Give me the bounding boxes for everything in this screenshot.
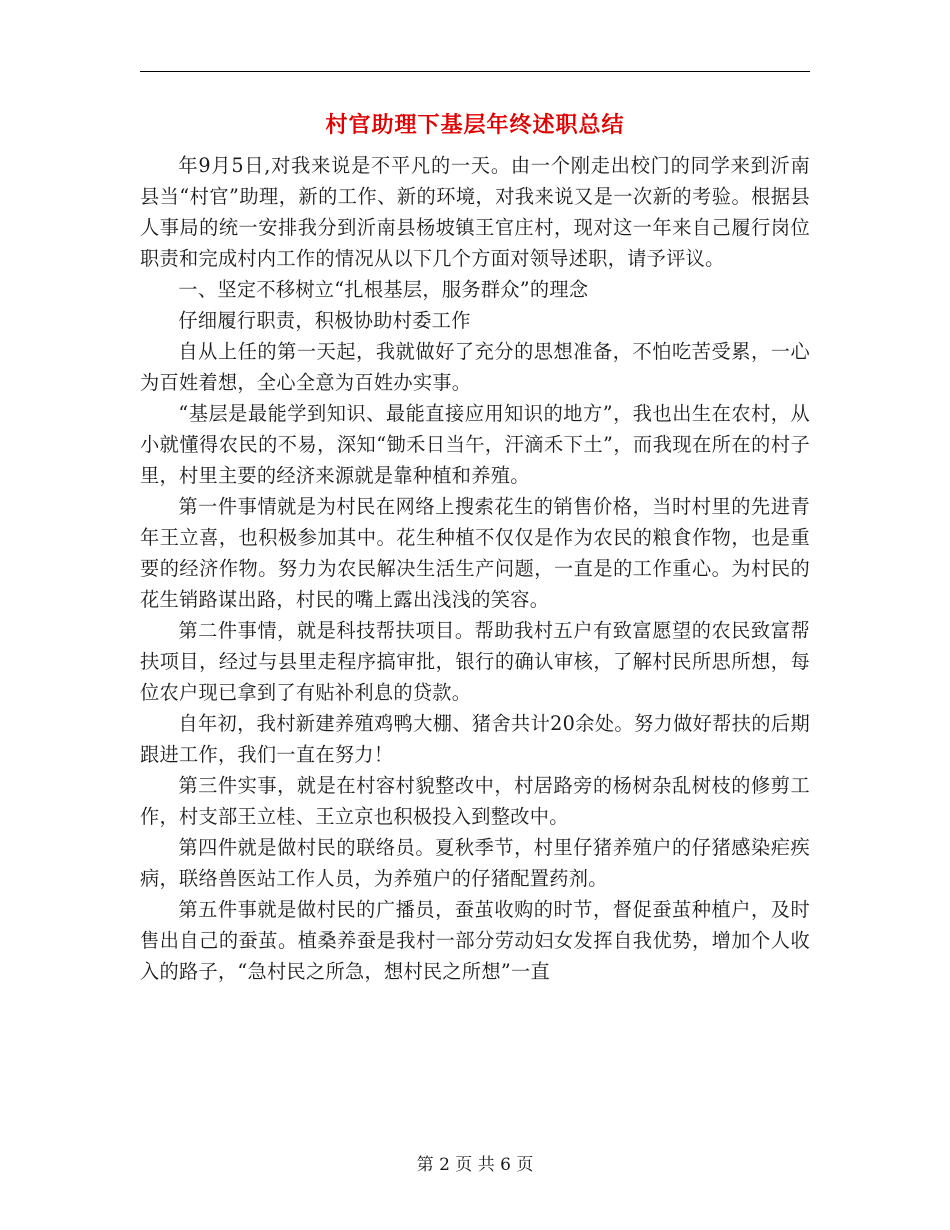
subsection-heading: 仔细履行职责，积极协助村委工作: [178, 309, 471, 332]
document-title: 村官助理下基层年终述职总结: [325, 112, 625, 138]
paragraph: 年9月5日,对我来说是不平凡的一天。由一个刚走出校门的同学来到沂南县当“村官”助理，新的工作、新的环境，对我来说又是一次新的考验。根据县人事局的统一安排我分到沂南县杨坡镇王官庄村，现对这一年来自己履行岗位职责和完成村内工作的情况从以下几个方面对领导述职，请予评议。: [140, 154, 810, 270]
section-heading: 一、坚定不移树立“扎根基层，服务群众”的理念: [178, 278, 589, 301]
page-number-footer: 第 2 页 共 6 页: [416, 1155, 534, 1175]
paragraph: 第一件事情就是为村民在网络上搜索花生的销售价格，当时村里的先进青年王立喜，也积极参加其中。花生种植不仅仅是作为农民的粮食作物，也是重要的经济作物。努力为农民解决生活生产问题，一直是的工作重心。为村民的花生销路谋出路，村民的嘴上露出浅浅的笑容。: [140, 495, 810, 611]
paragraph: 第四件就是做村民的联络员。夏秋季节，村里仔猪养殖户的仔猪感染疟疾病，联络兽医站工作人员，为养殖户的仔猪配置药剂。: [140, 836, 810, 890]
header-rule: [140, 71, 810, 72]
paragraph: 第五件事就是做村民的广播员，蚕茧收购的时节，督促蚕茧种植户，及时售出自己的蚕茧。植桑养蚕是我村一部分劳动妇女发挥自我优势，增加个人收入的路子，“急村民之所急，想村民之所想”一直: [140, 898, 810, 983]
paragraph: 自从上任的第一天起，我就做好了充分的思想准备，不怕吃苦受累，一心为百姓着想，全心全意为百姓办实事。: [140, 340, 810, 394]
paragraph: 第三件实事，就是在村容村貌整改中，村居路旁的杨树杂乱树枝的修剪工作，村支部王立桂、王立京也积极投入到整改中。: [140, 774, 810, 828]
paragraph: “基层是最能学到知识、最能直接应用知识的地方”，我也出生在农村，从小就懂得农民的不易，深知“锄禾日当午，汗滴禾下土”，而我现在所在的村子里，村里主要的经济来源就是靠种植和养殖。: [140, 402, 810, 487]
paragraph: 第二件事情，就是科技帮扶项目。帮助我村五户有致富愿望的农民致富帮扶项目，经过与县里走程序搞审批，银行的确认审核，了解村民所思所想，每位农户现已拿到了有贴补利息的贷款。: [140, 619, 810, 704]
paragraph: 自年初，我村新建养殖鸡鸭大棚、猪舍共计20余处。努力做好帮扶的后期跟进工作，我们一直在努力！: [140, 712, 810, 766]
document-body: [140, 150, 810, 987]
